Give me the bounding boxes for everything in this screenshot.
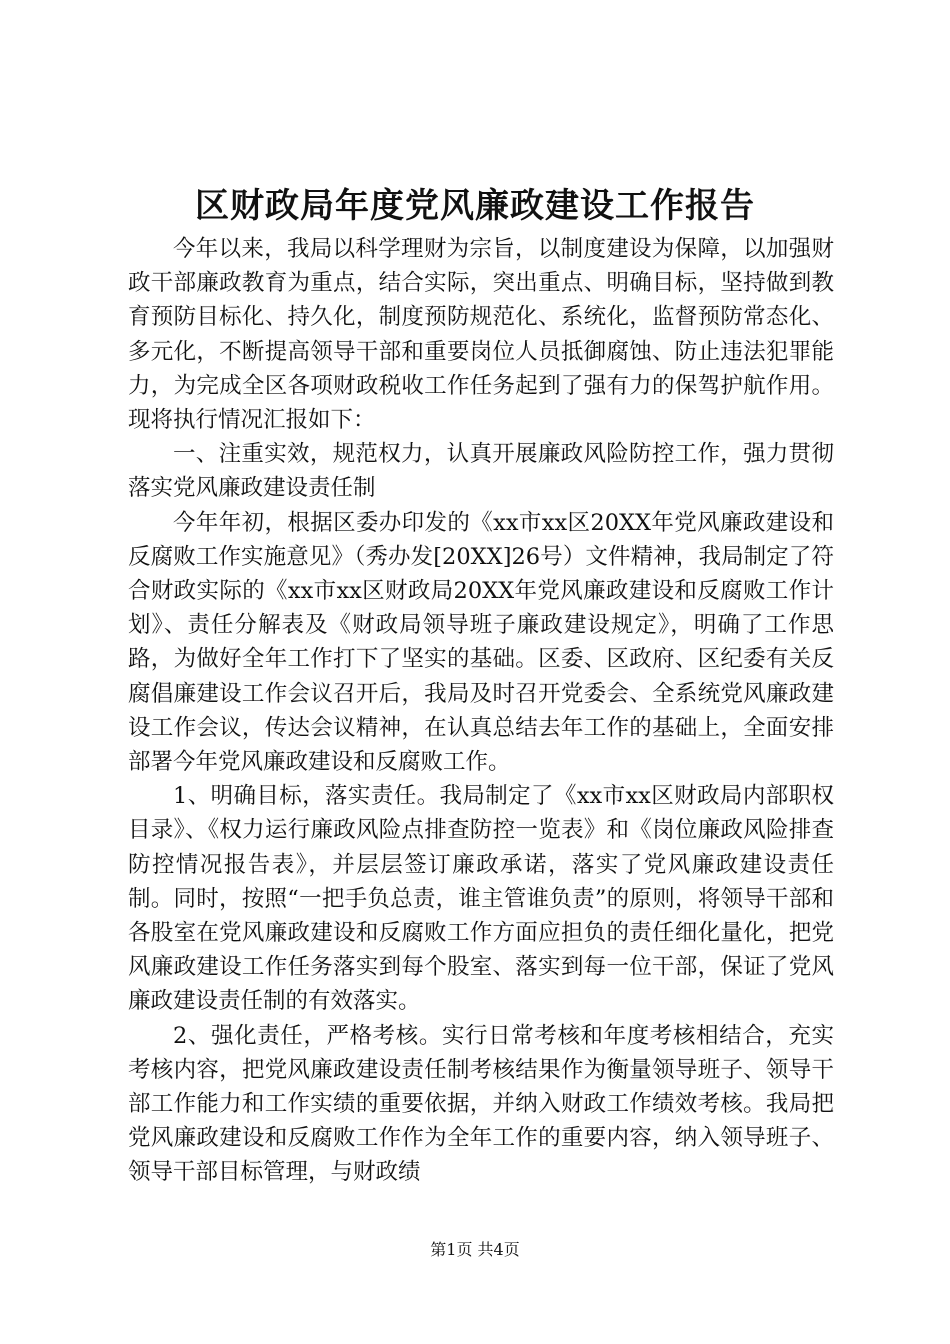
paragraph-intro: 今年以来，我局以科学理财为宗旨，以制度建设为保障，以加强财政干部廉政教育为重点，结合实际，突出重点、明确目标，坚持做到教育预防目标化、持久化，制度预防规范化、系统化，监督预防常态化、多元化，不断提高领导干部和重要岗位人员抵御腐蚀、防止违法犯罪能力，为完成全区各项财政税收工作任务起到了强有力的保驾护航作用。现将执行情况汇报如下：: [128, 236, 834, 434]
page-footer: 第1页 共4页: [430, 1240, 520, 1259]
document-body: [128, 232, 834, 1190]
paragraph-section-1: 今年年初，根据区委办印发的《xx市xx区20XX年党风廉政建设和反腐败工作实施意见》（秀办发[20XX]26号）文件精神，我局制定了符合财政实际的《xx市xx区财政局20XX年党风廉政建设和反腐败工作计划》、责任分解表及《财政局领导班子廉政建设规定》，明确了工作思路，为做好全年工作打下了坚实的基础。区委、区政府、区纪委有关反腐倡廉建设工作会议召开后，我局及时召开党委会、全系统党风廉政建设工作会议，传达会议精神，在认真总结去年工作的基础上，全面安排部署今年党风廉政建设和反腐败工作。: [128, 509, 834, 776]
paragraph-item-1: 1、明确目标，落实责任。我局制定了《xx市xx区财政局内部职权目录》、《权力运行廉政风险点排查防控一览表》和《岗位廉政风险排查防控情况报告表》，并层层签订廉政承诺，落实了党风廉政建设责任制。同时，按照“一把手负总责，谁主管谁负责”的原则，将领导干部和各股室在党风廉政建设和反腐败工作方面应担负的责任细化量化，把党风廉政建设工作任务落实到每个股室、落实到每一位干部，保证了党风廉政建设责任制的有效落实。: [128, 783, 834, 1015]
paragraph-item-2: 2、强化责任，严格考核。实行日常考核和年度考核相结合，充实考核内容，把党风廉政建设责任制考核结果作为衡量领导班子、领导干部工作能力和工作实绩的重要依据，并纳入财政工作绩效考核。我局把党风廉政建设和反腐败工作作为全年工作的重要内容，纳入领导班子、领导干部目标管理，与财政绩: [128, 1022, 834, 1186]
section-heading-1: 一、注重实效，规范权力，认真开展廉政风险防控工作，强力贯彻落实党风廉政建设责任制: [128, 441, 834, 502]
document-title: 区财政局年度党风廉政建设工作报告: [195, 186, 755, 226]
